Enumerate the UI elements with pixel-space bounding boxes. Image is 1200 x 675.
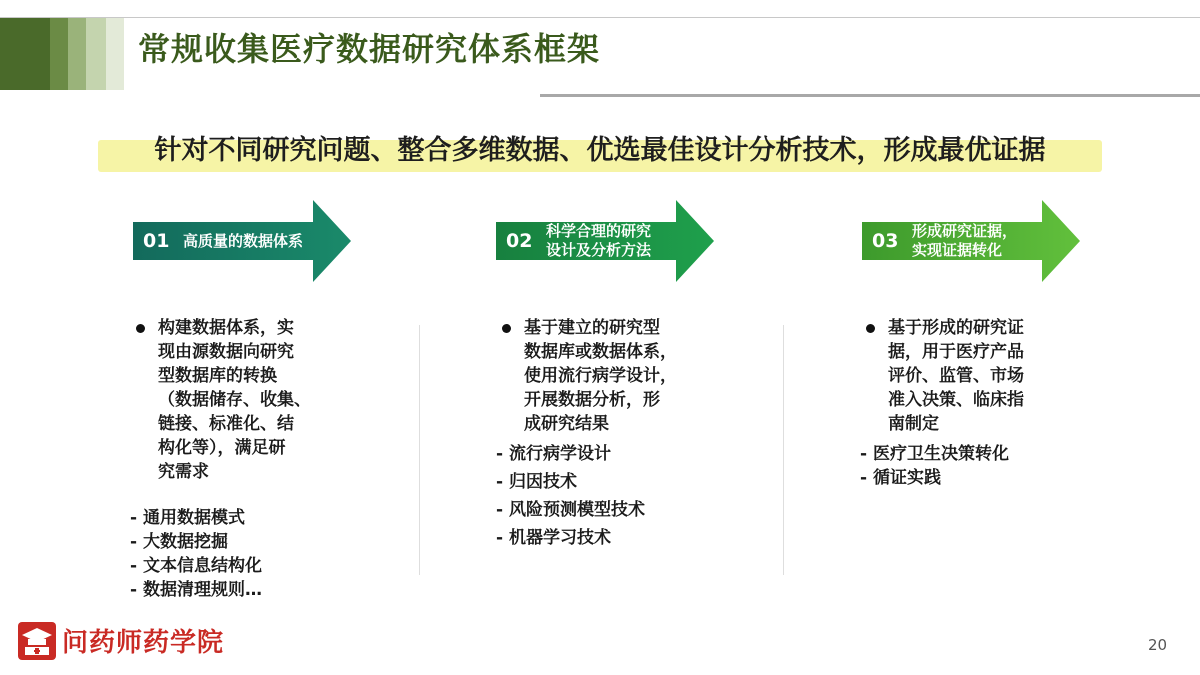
subtitle: 针对不同研究问题、整合多维数据、优选最佳设计分析技术，形成最优证据 [154, 135, 1046, 166]
arrow-banner-1 [133, 200, 351, 282]
strip-block-4 [86, 18, 106, 90]
arrow-label-2-line-1: 科学合理的研究 [546, 222, 652, 240]
list-item: - 医疗卫生决策转化 [860, 444, 1009, 464]
list-item: - 循证实践 [860, 468, 941, 488]
strip-block-1 [0, 18, 50, 90]
arrow-number-2: 02 [506, 230, 533, 252]
column-divider-2 [783, 325, 784, 575]
column-2 [496, 316, 710, 552]
column-3-bullet [864, 316, 1074, 436]
arrow-label-2-line-2: 设计及分析方法 [546, 241, 652, 259]
list-item: - 风险预测模型技术 [496, 500, 645, 520]
arrow-number-3: 03 [872, 230, 899, 252]
column-2-bullet-text: 基于建立的研究型 数据库或数据体系， 使用流行病学设计， 开展数据分析，形 成研究结果 [524, 318, 677, 434]
list-item: - 文本信息结构化 [130, 556, 262, 576]
page-number: 20 [1148, 636, 1168, 654]
list-item: - 流行病学设计 [496, 444, 611, 464]
strip-block-2 [50, 18, 68, 90]
column-3-bullet-text: 基于形成的研究证 据，用于医疗产品 评价、监管、市场 准入决策、临床指 南制定 [888, 318, 1024, 434]
list-item: - 通用数据模式 [130, 508, 245, 528]
column-1-bullet-text: 构建数据体系，实 现由源数据向研究 型数据库的转换 （数据储存、收集、 链接、标准化、结 构化等），满足研 究需求 [158, 318, 311, 482]
column-1-bullet [134, 316, 344, 484]
strip-block-5 [106, 18, 124, 90]
bullet-dot-icon [866, 324, 875, 333]
list-item: - 数据清理规则… [130, 580, 262, 600]
column-1 [130, 316, 344, 602]
bullet-dot-icon [502, 324, 511, 333]
column-3-technique-list [860, 442, 1074, 490]
column-3 [860, 316, 1074, 490]
list-item: - 机器学习技术 [496, 528, 611, 548]
graduate-cap-icon [18, 622, 56, 660]
page-title: 常规收集医疗数据研究体系框架 [138, 30, 601, 68]
arrow-number-1: 01 [143, 230, 170, 252]
header-bottom-line [540, 94, 1200, 97]
column-divider-1 [419, 325, 420, 575]
strip-block-3 [68, 18, 86, 90]
list-item: - 归因技术 [496, 472, 577, 492]
list-item: - 大数据挖掘 [130, 532, 228, 552]
column-2-bullet [500, 316, 710, 436]
bullet-dot-icon [136, 324, 145, 333]
arrow-label-3-line-1: 形成研究证据， [912, 222, 1018, 240]
brand-name: 问药师药学院 [62, 628, 225, 658]
arrow-banner-3 [862, 200, 1080, 282]
arrow-label-3-line-2: 实现证据转化 [912, 241, 1003, 259]
arrow-banner-2 [496, 200, 714, 282]
header-top-line [0, 17, 1200, 18]
column-2-technique-list [496, 440, 710, 552]
arrow-label-1: 高质量的数据体系 [183, 232, 304, 250]
column-1-technique-list [130, 506, 344, 602]
